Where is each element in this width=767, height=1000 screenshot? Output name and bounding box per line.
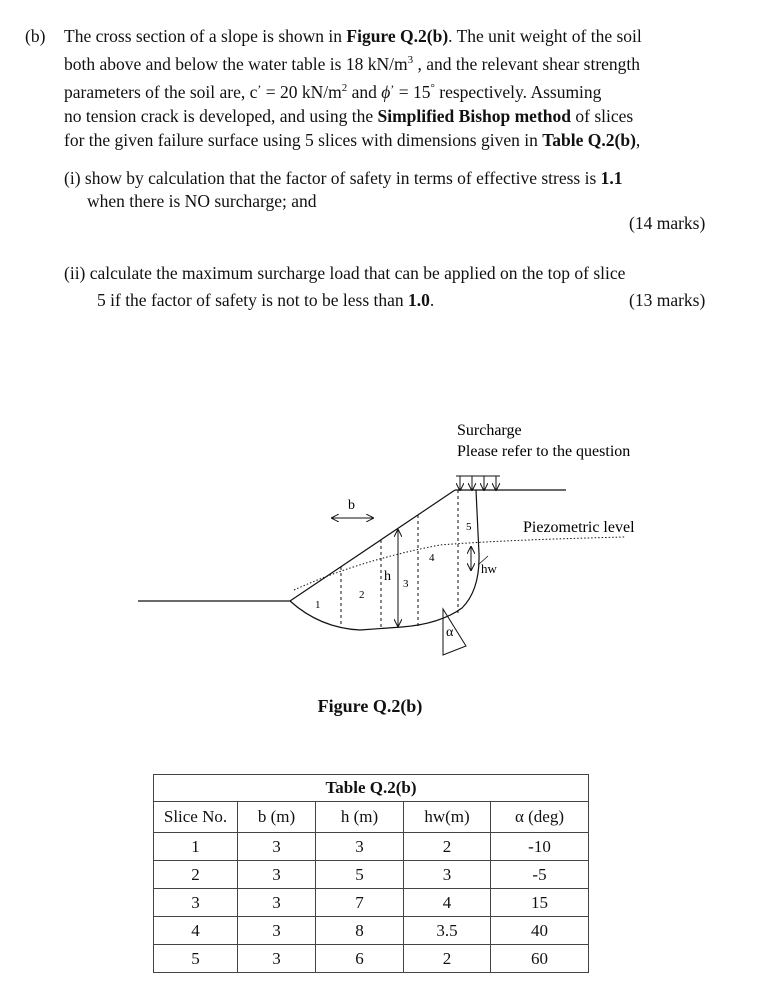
cell: 5 [154,945,238,973]
cell: 7 [316,889,404,917]
cell: 3 [238,917,316,945]
piezometric-label: Piezometric level [523,519,635,536]
slice-number-5: 5 [466,521,472,533]
table-title: Table Q.2(b) [154,775,589,802]
cell: 1 [154,833,238,861]
table-row [154,861,589,889]
cell: 40 [491,917,589,945]
part-ii-line-1: (ii) calculate the maximum surcharge load that can be applied on the top of slice [64,263,626,283]
cell: -5 [491,861,589,889]
surcharge-note: Please refer to the question [457,443,631,460]
header-hw: hw(m) [404,802,491,833]
question-line-4: no tension crack is developed, and using the Simplified Bishop method of slices [64,105,634,126]
surcharge-label: Surcharge [457,422,522,439]
question-text [64,24,719,152]
piezometric-line [294,537,625,590]
question-line-1: The cross section of a slope is shown in Figure Q.2(b). The unit weight of the soil [64,26,642,46]
cell: 3 [238,889,316,917]
cell: 2 [404,945,491,973]
h-label: h [384,569,391,584]
cell: 15 [491,889,589,917]
cell: -10 [491,833,589,861]
cell: 3 [154,889,238,917]
header-slice-no: Slice No. [154,802,238,833]
cell: 60 [491,945,589,973]
part-i-line-1: (i) show by calculation that the factor of safety in terms of effective stress is 1.1 [64,168,623,188]
cell: 2 [154,861,238,889]
table-row [154,945,589,973]
cell: 4 [404,889,491,917]
question-line-5: for the given failure surface using 5 slices with dimensions given in Table Q.2(b), [64,129,641,150]
slope-face [290,490,455,601]
header-h: h (m) [316,802,404,833]
alpha-label: α [446,625,454,640]
cell: 6 [316,945,404,973]
surcharge-arrows [456,476,500,490]
cell: 3 [316,833,404,861]
slice-number-2: 2 [359,589,365,601]
question-line-3: parameters of the soil are, c’ = 20 $kN/m^2$ and ϕ’ = 15° respectively. Assuming [64,81,602,102]
cell: 3 [238,861,316,889]
slice-number-4: 4 [429,552,435,564]
table-header-row [154,802,589,833]
slice-table [153,774,589,973]
question-line-2: both above and below the water table is 18 $kN/m^3$ , and the relevant shear strength [64,53,641,74]
part-i-line-2: when there is NO surcharge; and [87,191,317,211]
cell: 3 [404,861,491,889]
table-row [154,917,589,945]
slice-number-1: 1 [315,599,321,611]
part-ii-line-2: 5 if the factor of safety is not to be less than 1.0. [97,290,435,310]
slope-figure [0,410,767,700]
header-alpha: α (deg) [491,802,589,833]
cell: 5 [316,861,404,889]
part-ii-marks: (13 marks) [629,290,706,310]
hw-label: hw [481,561,497,576]
cell: 4 [154,917,238,945]
part-i-marks: (14 marks) [629,213,706,233]
cell: 2 [404,833,491,861]
table-title-row [154,775,589,802]
question-label: (b) [25,26,46,46]
cell: 3 [238,833,316,861]
table-row [154,833,589,861]
table-row [154,889,589,917]
figure-caption: Figure Q.2(b) [317,696,423,716]
cell: 3.5 [404,917,491,945]
cell: 3 [238,945,316,973]
b-label: b [348,498,355,513]
cell: 8 [316,917,404,945]
header-b: b (m) [238,802,316,833]
slice-number-3: 3 [403,578,409,590]
